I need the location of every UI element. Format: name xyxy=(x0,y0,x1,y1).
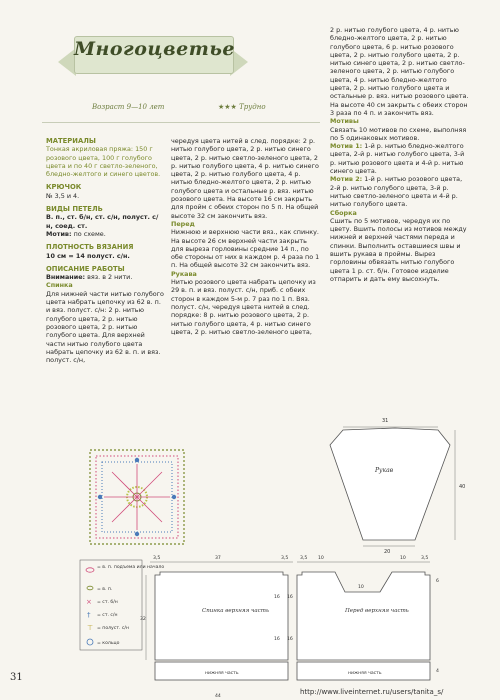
legend-item-5: = полуст. с/н xyxy=(97,626,129,631)
attention-text: вяз. в 2 нити. xyxy=(87,273,133,282)
page-number: 31 xyxy=(10,672,23,683)
col3-text-1: 2 р. нитью голубого цвета, 4 р. нитью бледно-желтого цвета, 2 р. нитью голубого цвета, 6 р. нитью розового цвета, 2 р. нитью голубого цвета, 2 р. нитью синего цвета, 2 р. нитью светло-зеленого цвета, 2 р. нитью голубого цвета, 4 р. нитью бледно-желтого цвета, 2 р. нитью голубого цвета и остальные р. вяз. нитью розового цвета. На высоте 40 см закрыть с обеих сторон 3 раза по 4 п. и закончить вяз. xyxy=(330,26,469,117)
motif-chart xyxy=(90,450,184,544)
back-text: Для нижней части нитью голубого цвета набрать цепочку из 62 в. п. и вяз. полуст. с/н: 2 р. нитью голубого цвета, 2 р. нитью розового цвета, 2 р. нитью голубого цвета. Для верхней части нитью голубого цвета набрать цепочку из 62 в. п. и вяз. полуст. с/н, xyxy=(46,289,164,365)
difficulty-text: Трудно xyxy=(239,103,266,111)
legend-item-4: = ст. с/н xyxy=(97,613,118,618)
hook-heading: КРЮЧОК xyxy=(46,183,82,192)
back-dim-right: 3,5 xyxy=(281,556,289,561)
sleeve-text: Нитью розового цвета набрать цепочку из 29 в. п. и вяз. полуст. с/н, приб. с обеих сторон в каждом 5-м р. 7 раз по 1 п. Вяз. полуст. с/н, чередуя цвета нитей в след. порядке: 8 р. нитью розового цвета, 2 р. нитью голубого цвета, 4 р. нитью синего цвета, 2 р. нитью светло-зеленого цвета, xyxy=(171,278,316,336)
front-dim-3: 10 xyxy=(400,556,406,561)
motif-text: по схеме. xyxy=(73,229,106,238)
legend-item-2: = в. п. xyxy=(97,587,113,592)
back-dim-lower: 16 xyxy=(274,637,280,642)
front-heading: Перед xyxy=(171,219,195,228)
svg-text:⊤: ⊤ xyxy=(87,624,94,632)
motif-1-text: 1-й р. нитью бледно-желтого цвета, 2-й р. нитью голубого цвета, 3-й р. нитью розового цвета и 4-й р. нитью синего цвета. xyxy=(330,142,465,176)
page-title: Многоцветье xyxy=(74,38,235,60)
stitches-heading: ВИДЫ ПЕТЕЛЬ xyxy=(46,205,103,214)
motifs-heading: Мотивы xyxy=(330,117,359,126)
motif-2-label: Мотив 2: xyxy=(330,175,363,184)
front-dim-2: 10 xyxy=(318,556,324,561)
materials-text: Тонкая акриловая пряжа: 150 г розового цвета, 100 г голубого цвета и по 40 г светло-зеленого, бледно-желтого и синего цветов. xyxy=(46,145,161,179)
age-label: Возраст 9—10 лет xyxy=(92,103,165,111)
attention-label: Внимание: xyxy=(46,273,86,282)
legend-item-3: = ст. б/н xyxy=(97,600,118,605)
front-dim-upper: 16 xyxy=(287,595,293,600)
back-dim-bottom: 44 xyxy=(215,694,221,699)
assembly-heading: Сборка xyxy=(330,208,357,217)
front-dim-band: 4 xyxy=(436,669,439,674)
sleeve-label: Рукав xyxy=(375,467,394,474)
front-dim-1: 3,5 xyxy=(300,556,308,561)
sleeve-dim-height: 40 xyxy=(459,484,466,490)
svg-text:†: † xyxy=(87,611,91,619)
back-dim-upper: 16 xyxy=(274,595,280,600)
sleeve-dim-bottom: 20 xyxy=(384,549,391,555)
svg-text:×: × xyxy=(86,598,92,606)
motif-1-label: Мотив 1: xyxy=(330,142,363,151)
front-dim-neck-width: 10 xyxy=(358,585,364,590)
density-text: 10 см = 14 полуст. с/н. xyxy=(46,251,130,260)
sleeve-dim-width: 31 xyxy=(382,418,389,424)
legend-item-1: = в. п. подъема или начало xyxy=(97,565,165,570)
back-heading: Спинка xyxy=(46,281,73,290)
back-dim-side: 32 xyxy=(140,617,146,622)
materials-heading: МАТЕРИАЛЫ xyxy=(46,137,96,145)
hook-text: № 3,5 и 4. xyxy=(46,191,80,200)
stitches-text: В. п., ст. б/н, ст. с/н, полуст. с/н, соед. ст. xyxy=(46,213,159,230)
front-bottom-label: нижняя часть xyxy=(348,671,382,676)
legend-item-6: = кольцо xyxy=(97,641,120,646)
front-dim-lower: 16 xyxy=(287,637,293,642)
assembly-text: Сшить по 5 мотивов, чередуя их по цвету. Вшить полосы из мотивов между нижней и верхней частями переда и спинки. Выполнить оставшиеся швы и вшить рукава в проймы. Вырез горловины обвязать нитью голубого цвета 1 р. ст. б/н. Готовое изделие отпарить и дать ему высохнуть. xyxy=(330,216,467,283)
back-label: Спинка верхняя часть xyxy=(202,608,269,614)
motifs-text: Связать 10 мотивов по схеме, выполняя по 5 одинаковых мотивов. xyxy=(330,125,467,142)
back-pattern xyxy=(140,555,293,699)
work-heading: ОПИСАНИЕ РАБОТЫ xyxy=(46,264,125,273)
legend xyxy=(80,560,164,650)
sleeve-heading: Рукава xyxy=(171,269,197,278)
front-label: Перед верхняя часть xyxy=(345,608,409,614)
difficulty-stars: ★★★ xyxy=(218,103,237,111)
back-dim-top: 37 xyxy=(215,556,221,561)
front-pattern xyxy=(287,555,439,680)
front-text: Нижнюю и верхнюю части вяз., как спинку. На высоте 26 см верхней части закрыть для выреза горловины средние 14 п., по обе стороны от них в каждом р. 4 раза по 1 п. На общей высоте 32 см закончить вяз. xyxy=(171,228,320,270)
motif-label: Мотив: xyxy=(46,229,72,238)
density-heading: ПЛОТНОСТЬ ВЯЗАНИЯ xyxy=(46,243,134,252)
motif-2-text: 1-й р. нитью розового цвета, 2-й р. нитью голубого цвета, 3-й р. нитью светло-зеленого цвета и 4-й р. нитью голубого цвета. xyxy=(330,175,463,209)
col2-text-1: чередуя цвета нитей в след. порядке: 2 р. нитью голубого цвета, 2 р. нитью синего цвета, 2 р. нитью светло-зеленого цвета, 2 р. нитью голубого цвета, 4 р. нитью синего цвета, 2 р. нитью голубого цвета, 4 р. нитью бледно-желтого цвета, 2 р. нитью голубого цвета и остальные р. вяз. нитью розового цвета. На высоте 16 см закрыть для пройм с обеих сторон по 5 п. На общей высоте 32 см закончить вяз. xyxy=(171,137,319,220)
front-dim-4: 3,5 xyxy=(421,556,429,561)
footer-url: http://www.liveinternet.ru/users/tanita_s/ xyxy=(300,688,444,696)
front-dim-neck: 6 xyxy=(436,579,439,584)
sleeve-pattern xyxy=(330,418,465,555)
back-bottom-label: нижняя часть xyxy=(205,671,239,676)
back-dim-left: 3,5 xyxy=(153,556,161,561)
